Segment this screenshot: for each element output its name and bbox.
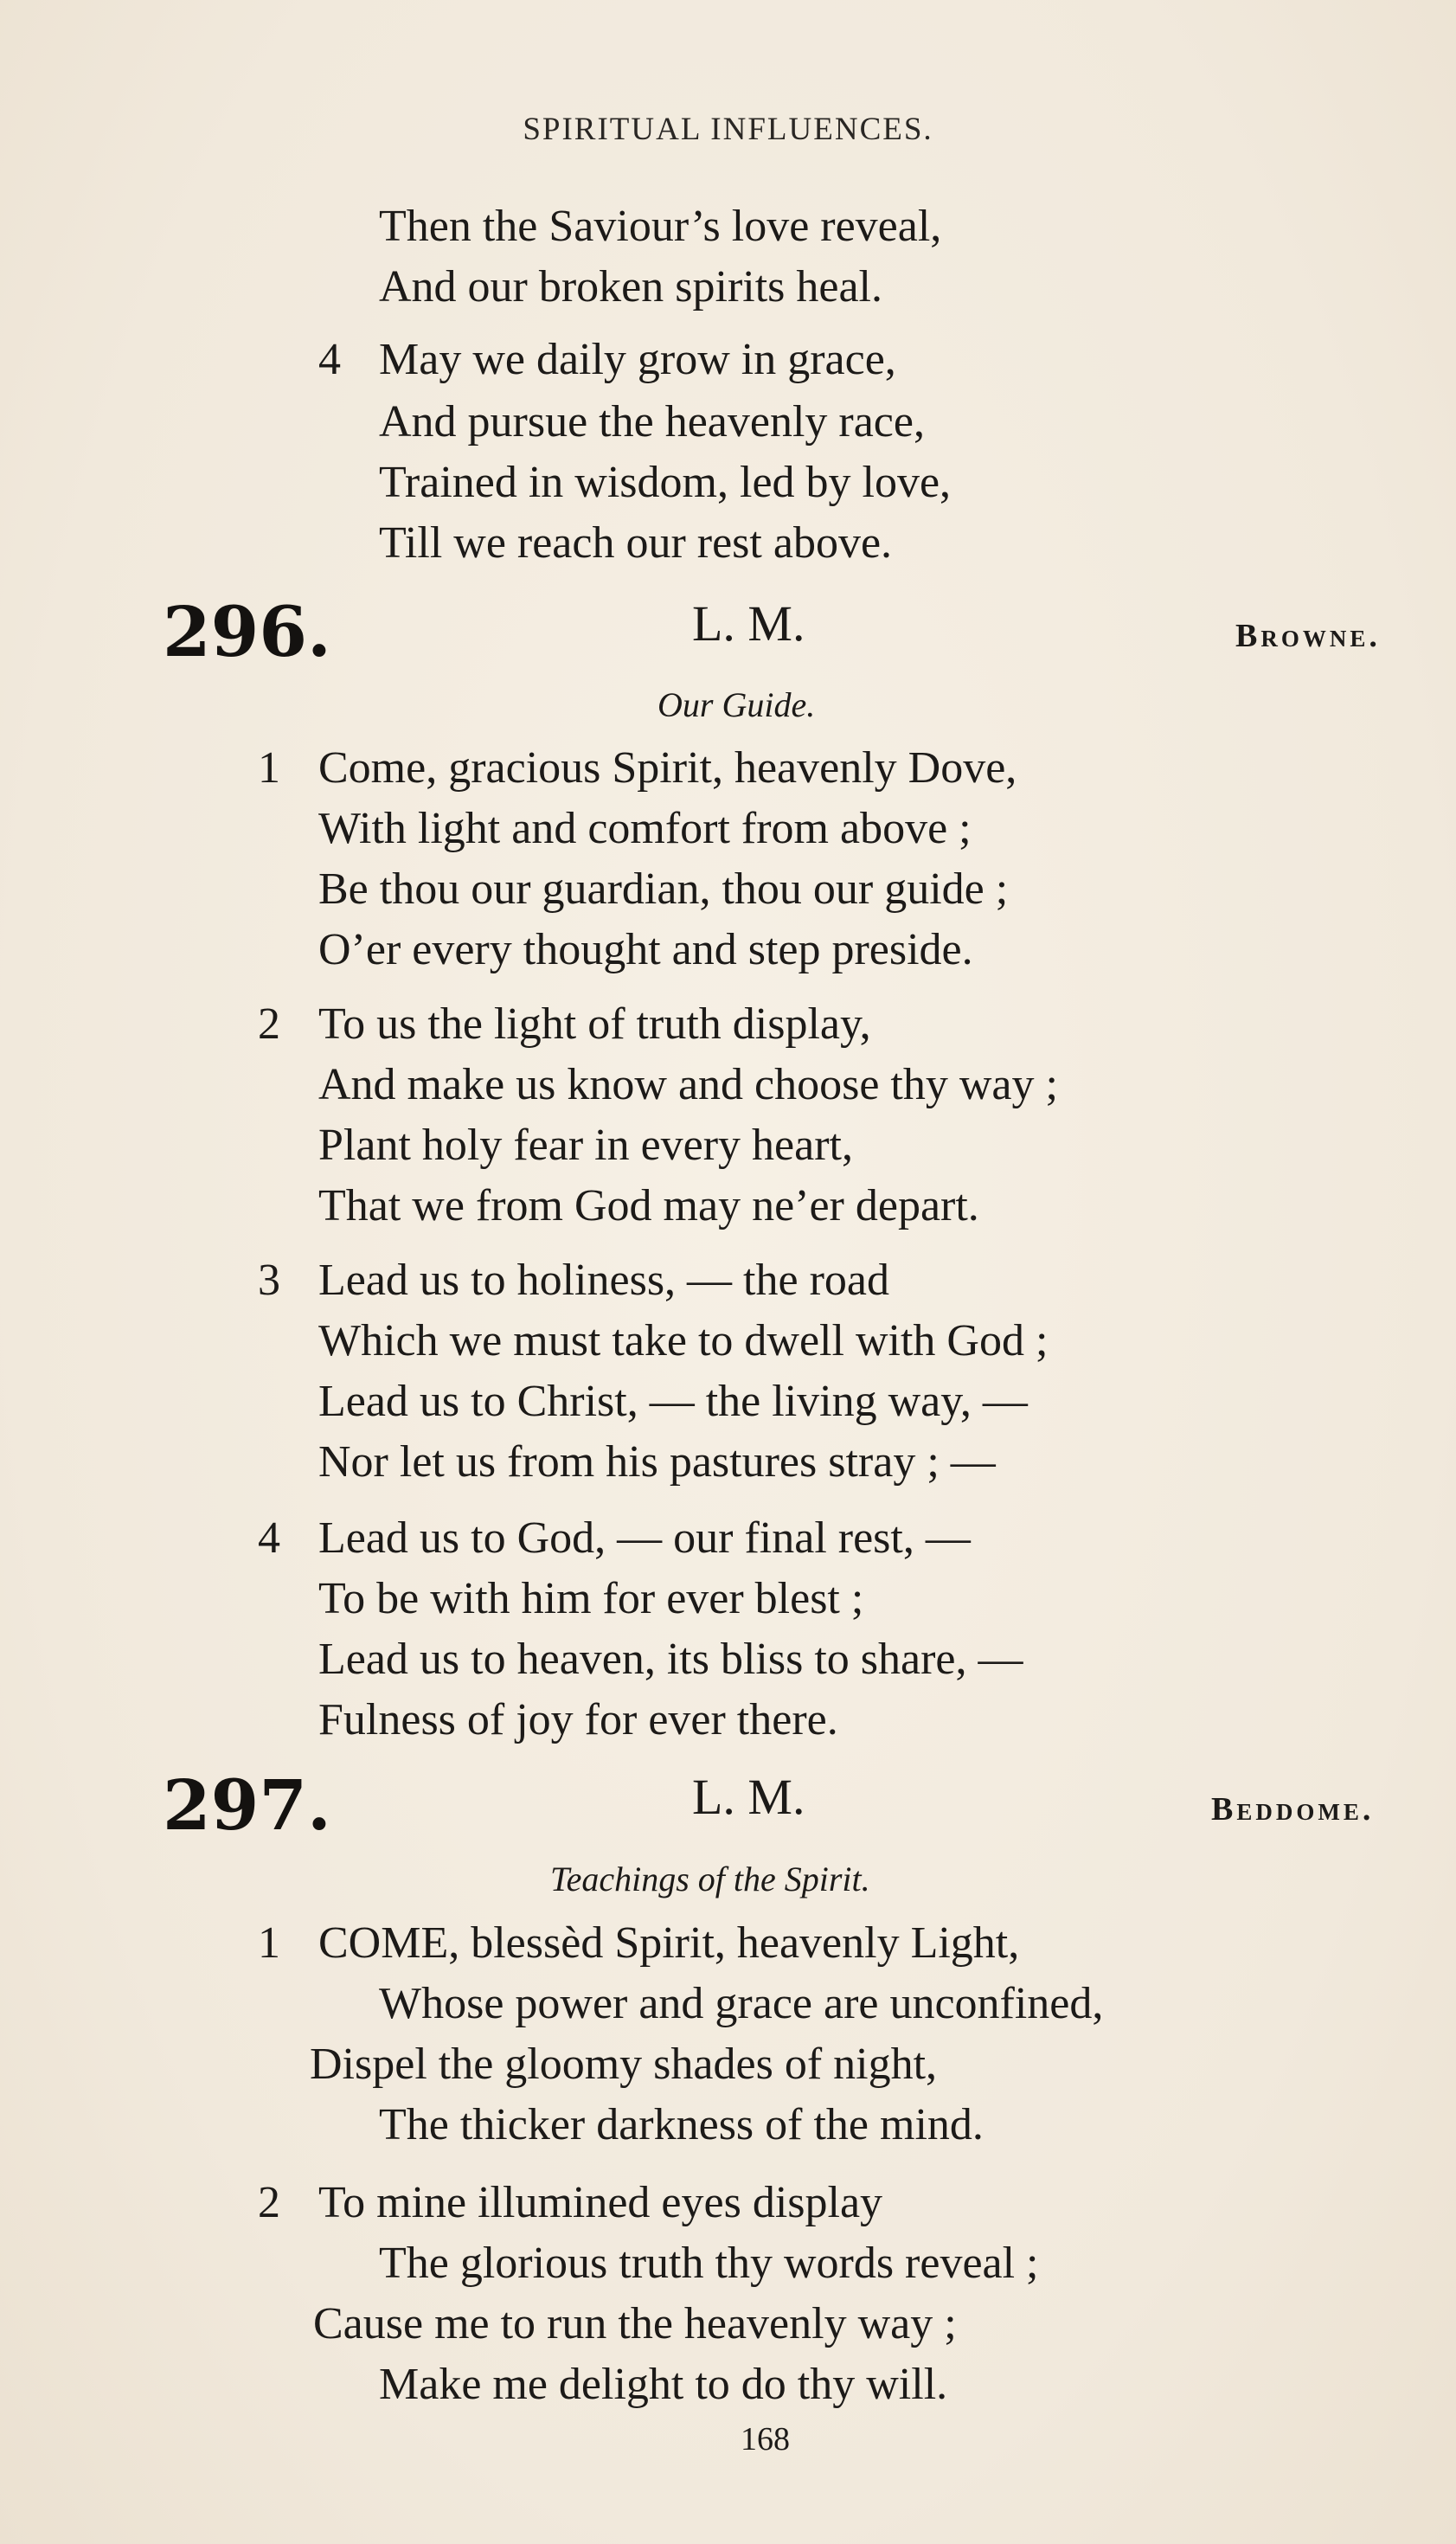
verse-line: Cause me to run the heavenly way ;	[313, 2299, 957, 2348]
verse-line: And pursue the heavenly race,	[379, 397, 925, 446]
verse-line: Then the Saviour’s love reveal,	[379, 202, 942, 251]
stanza-number: 3	[258, 1256, 280, 1305]
verse-line: Make me delight to do thy will.	[379, 2360, 948, 2409]
hymn-subtitle: Our Guide.	[657, 685, 816, 724]
verse-line: May we daily grow in grace,	[379, 335, 896, 384]
verse-line: Lead us to holiness, — the road	[318, 1256, 889, 1305]
stanza-number: 1	[258, 1918, 280, 1968]
verse-line: Lead us to Christ, — the living way, —	[318, 1377, 1028, 1426]
verse-line: Lead us to heaven, its bliss to share, —	[318, 1635, 1023, 1684]
verse-line: To mine illumined eyes display	[318, 2178, 883, 2227]
verse-line: The glorious truth thy words reveal ;	[379, 2239, 1039, 2288]
hymn-number: 296.	[163, 591, 331, 672]
hymn-meter: L. M.	[692, 595, 805, 652]
verse-line: And our broken spirits heal.	[379, 262, 883, 312]
hymn-meter: L. M.	[692, 1769, 805, 1825]
verse-line: The thicker darkness of the mind.	[379, 2100, 984, 2149]
verse-line: Nor let us from his pastures stray ; —	[318, 1437, 996, 1487]
verse-line: To be with him for ever blest ;	[318, 1574, 864, 1623]
verse-line: Which we must take to dwell with God ;	[318, 1316, 1049, 1365]
verse-line: Be thou our guardian, thou our guide ;	[318, 864, 1009, 914]
verse-line: That we from God may ne’er depart.	[318, 1181, 979, 1230]
stanza-number: 2	[258, 999, 280, 1049]
page-number: 168	[741, 2421, 790, 2457]
verse-line: With light and comfort from above ;	[318, 804, 972, 853]
verse-line: Plant holy fear in every heart,	[318, 1121, 853, 1170]
verse-line: Whose power and grace are unconfined,	[379, 1979, 1104, 2028]
stanza-number: 1	[258, 743, 280, 793]
verse-line: Trained in wisdom, led by love,	[379, 458, 952, 507]
verse-line: O’er every thought and step preside.	[318, 925, 973, 974]
hymn-author: Browne.	[1235, 618, 1381, 654]
verse-line: Fulness of joy for ever there.	[318, 1695, 838, 1744]
hymn-number: 297.	[163, 1764, 331, 1846]
hymn-subtitle: Teachings of the Spirit.	[550, 1860, 870, 1898]
stanza-number: 4	[258, 1513, 280, 1563]
verse-line: Till we reach our rest above.	[379, 518, 893, 568]
verse-line: COME, blessèd Spirit, heavenly Light,	[318, 1918, 1020, 1968]
verse-line: Come, gracious Spirit, heavenly Dove,	[318, 743, 1017, 793]
verse-line: Lead us to God, — our final rest, —	[318, 1513, 971, 1563]
stanza-number: 2	[258, 2178, 280, 2227]
verse-line: To us the light of truth display,	[318, 999, 871, 1049]
stanza-number: 4	[318, 335, 341, 384]
running-head: SPIRITUAL INFLUENCES.	[523, 112, 933, 147]
hymn-author: Beddome.	[1211, 1791, 1375, 1828]
verse-line: Dispel the gloomy shades of night,	[310, 2040, 938, 2089]
verse-line: And make us know and choose thy way ;	[318, 1060, 1058, 1109]
